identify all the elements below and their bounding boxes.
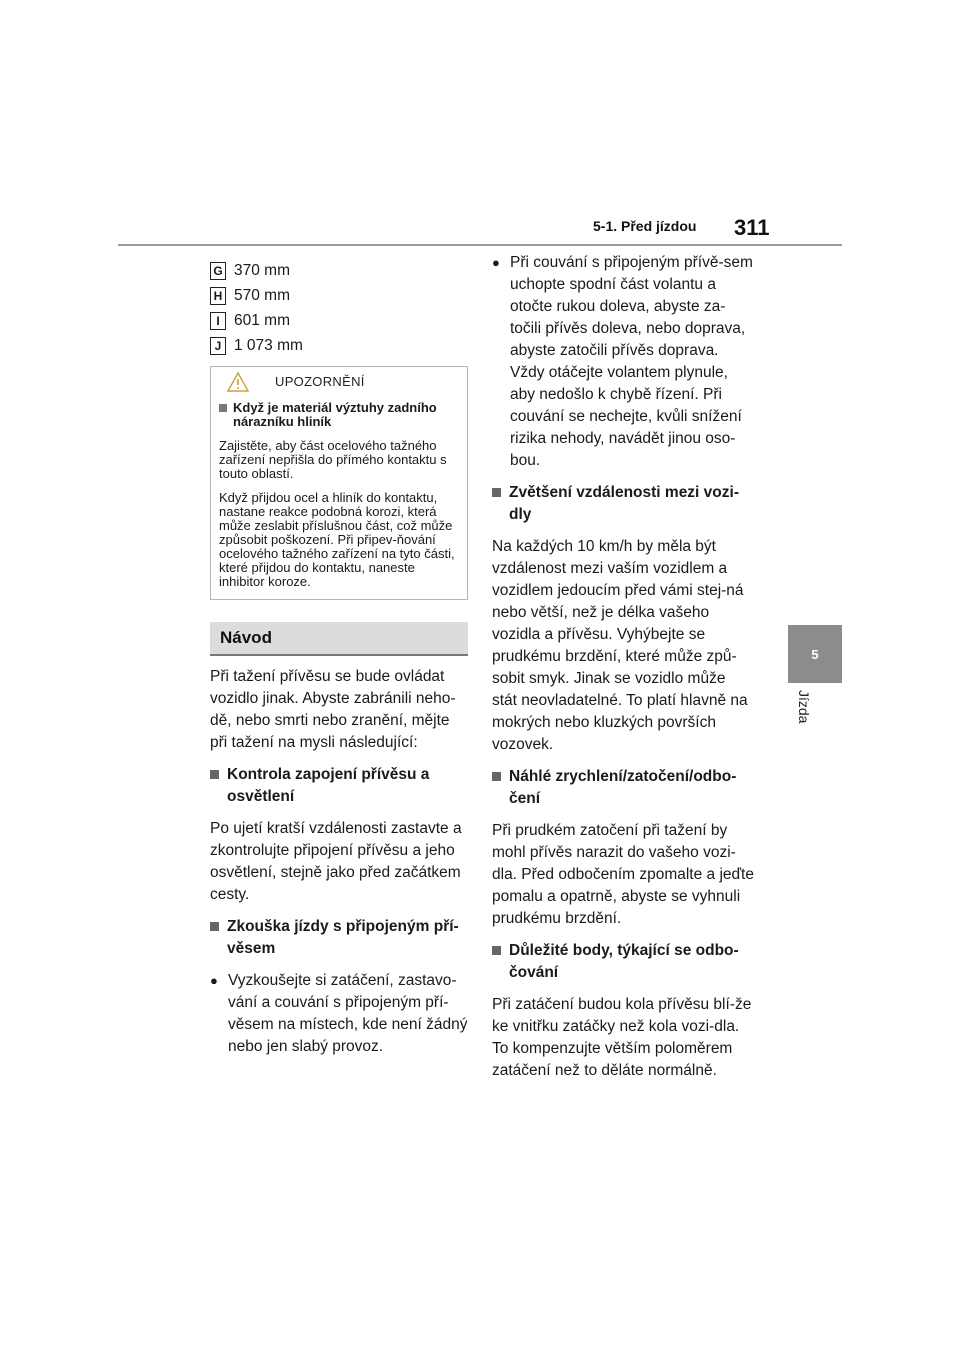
dimension-value: 601 mm	[234, 311, 290, 329]
square-bullet-icon	[492, 772, 501, 781]
paragraph: Na každých 10 km/h by měla být vzdálenost mezi vaším vozidlem a vozidlem jedoucím před vámi stej-ná nebo větší, než je délka vašeho vozidla a přívěsu. Vyhýbejte se prudkému brzdění, které může způ-sobit smyk. Jinak se vozidlo může stát neovladatelné. To platí hlavně na mokrých nebo kluzkých površích vozovek.	[492, 538, 748, 753]
subheading-text: Náhlé zrychlení/zatočení/odbo-čení	[509, 768, 737, 807]
subheading-text: Důležité body, týkající se odbo-čování	[509, 942, 739, 981]
paragraph: Při zatáčení budou kola přívěsu blí-že ke vnitřku zatáčky než kola vozi-dla. To kompenzujte větším poloměrem zatáčení než to děláte normálně.	[492, 996, 752, 1079]
header-rule	[118, 244, 842, 246]
caution-header	[219, 367, 459, 397]
caution-box	[210, 366, 468, 600]
bullet-item	[492, 252, 754, 472]
subheading-text: Zkouška jízdy s připojeným pří-věsem	[227, 918, 459, 957]
caution-paragraph: Zajistěte, aby část ocelového tažného zařízení nepřišla do přímého kontaktu s touto oblastí.	[219, 438, 447, 481]
bullet-icon: ●	[210, 973, 218, 988]
square-bullet-icon	[210, 770, 219, 779]
subheading-text: Kontrola zapojení přívěsu a osvětlení	[227, 766, 430, 805]
caution-subheading-text: Když je materiál výztuhy zadního nárazníku hliník	[233, 400, 437, 429]
square-bullet-icon	[492, 946, 501, 955]
section-header: 5-1. Před jízdou	[593, 218, 697, 234]
page-number: 311	[734, 215, 770, 240]
dimension-key: H	[210, 287, 226, 305]
subheading-text: Zvětšení vzdálenosti mezi vozi-dly	[509, 484, 739, 523]
section-title: Návod	[210, 622, 468, 656]
dimension-value: 370 mm	[234, 261, 290, 279]
dimension-key: I	[210, 312, 226, 330]
bullet-item	[210, 970, 468, 1058]
subheading	[492, 940, 754, 984]
caution-subheading	[219, 401, 459, 429]
dimension-value: 1 073 mm	[234, 336, 303, 354]
chapter-label: Jízda	[796, 690, 812, 724]
subheading	[210, 916, 468, 960]
dimension-key: J	[210, 337, 226, 355]
caution-paragraph: Když přijdou ocel a hliník do kontaktu, nastane reakce podobná korozi, která může zeslabit příslušnou část, což může způsobit poškození. Při připev-ňování ocelového tažného zařízení na tyto části, které přijdou do kontaktu, naneste inhibitor koroze.	[219, 490, 455, 589]
intro-paragraph: Při tažení přívěsu se bude ovládat vozidlo jinak. Abyste zabránili neho-dě, nebo smrti nebo zranění, mějte při tažení na mysli následující:	[210, 668, 456, 751]
bullet-text: Vyzkoušejte si zatáčení, zastavo-vání a couvání s připojeným pří-věsem na místech, kde není žádný nebo jen slabý provoz.	[228, 972, 468, 1055]
right-column	[492, 252, 754, 1082]
dimension-row	[210, 308, 468, 333]
chapter-tab	[788, 625, 842, 683]
left-column	[210, 258, 468, 1058]
bullet-text: Při couvání s připojeným přívě-sem uchopte spodní část volantu a otočte rukou doleva, abyste za-točili přívěs doleva, nebo doprava, abyste zatočili přívěs doprava. Vždy otáčejte volantem plynule, aby nedošlo k chybě řízení. Při couvání se nechejte, kvůli snížení rizika nehody, navádět jinou oso-bou.	[510, 254, 753, 469]
square-bullet-icon	[492, 488, 501, 497]
subheading	[210, 764, 468, 808]
warning-icon	[227, 372, 249, 392]
chapter-number: 5	[811, 646, 819, 662]
square-bullet-icon	[210, 922, 219, 931]
dimension-row	[210, 258, 468, 283]
paragraph: Po ujetí kratší vzdálenosti zastavte a zkontrolujte připojení přívěsu a jeho osvětlení, stejně jako před začátkem cesty.	[210, 820, 462, 903]
dimension-row	[210, 333, 468, 358]
square-bullet-icon	[219, 404, 227, 412]
bullet-icon: ●	[492, 255, 500, 270]
caution-title: UPOZORNĚNÍ	[275, 374, 365, 389]
dimension-value: 570 mm	[234, 286, 290, 304]
subheading	[492, 482, 754, 526]
paragraph: Při prudkém zatočení při tažení by mohl přívěs narazit do vašeho vozi-dla. Před odbočením zpomalte a jeďte pomalu a opatrně, abyste se vyhnuli prudkému brzdění.	[492, 822, 754, 927]
dimension-row	[210, 283, 468, 308]
dimension-key: G	[210, 262, 226, 280]
subheading	[492, 766, 754, 810]
